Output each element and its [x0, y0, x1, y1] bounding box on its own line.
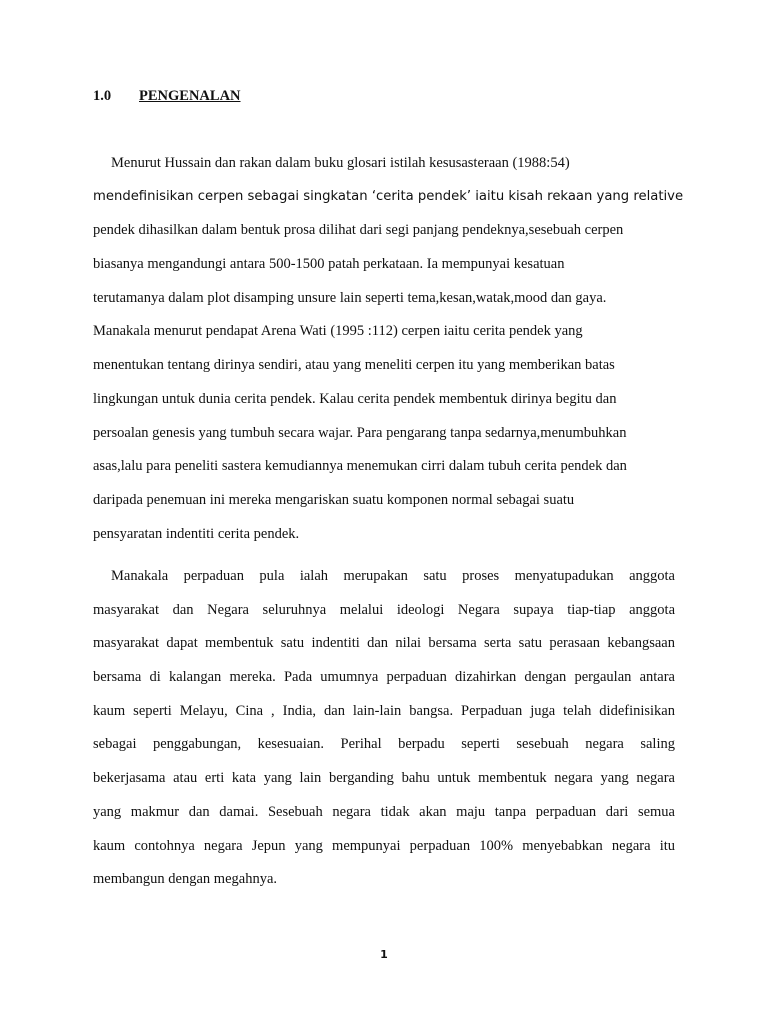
paragraph-line: bekerjasama atau erti kata yang lain berganding bahu untuk membentuk negara yang negara	[93, 770, 675, 787]
paragraph-line: lingkungan untuk dunia cerita pendek. Kalau cerita pendek membentuk dirinya begitu dan	[93, 390, 617, 407]
page-number: 1	[380, 948, 388, 961]
paragraph-line: masyarakat dan Negara seluruhnya melalui ideologi Negara supaya tiap-tiap anggota	[93, 601, 675, 618]
paragraph-perpaduan-definition	[93, 566, 675, 903]
section-title: PENGENALAN	[139, 88, 241, 104]
paragraph-line: menentukan tentang dirinya sendiri, atau yang meneliti cerpen itu yang memberikan batas	[93, 357, 615, 374]
paragraph-line: daripada penemuan ini mereka mengariskan suatu komponen normal sebagai suatu	[93, 491, 575, 508]
paragraph-line: Manakala perpaduan pula ialah merupakan satu proses menyatupadukan anggota	[111, 568, 675, 584]
paragraph-line: asas,lalu para peneliti sastera kemudiannya menemukan cirri dalam tubuh cerita pendek dan	[93, 458, 627, 475]
paragraph-line: bersama di kalangan mereka. Pada umumnya perpaduan dizahirkan dengan pergaulan antara	[93, 669, 675, 686]
paragraph-line: kaum contohnya negara Jepun yang mempunyai perpaduan 100% menyebabkan negara itu	[93, 837, 675, 854]
paragraph-line: pensyaratan indentiti cerita pendek.	[93, 525, 300, 542]
paragraph-line: Menurut Hussain dan rakan dalam buku glosari istilah kesusasteraan (1988:54)	[111, 155, 570, 171]
paragraph-line: pendek dihasilkan dalam bentuk prosa dilihat dari segi panjang pendeknya,sesebuah cerpen	[93, 222, 624, 239]
section-heading	[93, 87, 241, 105]
paragraph-line: yang makmur dan damai. Sesebuah negara tidak akan maju tanpa perpaduan dari semua	[93, 803, 675, 820]
paragraph-line: terutamanya dalam plot disamping unsure lain seperti tema,kesan,watak,mood dan gaya.	[93, 289, 607, 306]
paragraph-line: Manakala menurut pendapat Arena Wati (1995 :112) cerpen iaitu cerita pendek yang	[93, 323, 583, 340]
paragraph-line: sebagai penggabungan, kesesuaian. Perihal berpadu seperti sesebuah negara saling	[93, 736, 675, 753]
section-number: 1.0	[93, 88, 112, 104]
paragraph-line: mendefinisikan cerpen sebagai singkatan ‘cerita pendek’ iaitu kisah rekaan yang relative	[93, 188, 684, 204]
paragraph-line: biasanya mengandungi antara 500-1500 patah perkataan. Ia mempunyai kesatuan	[93, 256, 565, 273]
paragraph-line: masyarakat dapat membentuk satu indentiti dan nilai bersama serta satu perasaan kebangsaan	[93, 635, 675, 652]
paragraph-line: membangun dengan megahnya.	[93, 871, 278, 888]
paragraph-line: persoalan genesis yang tumbuh secara wajar. Para pengarang tanpa sedarnya,menumbuhkan	[93, 424, 627, 441]
paragraph-line: kaum seperti Melayu, Cina , India, dan lain-lain bangsa. Perpaduan juga telah didefinisikan	[93, 702, 675, 719]
paragraph-cerpen-definition	[93, 153, 684, 557]
